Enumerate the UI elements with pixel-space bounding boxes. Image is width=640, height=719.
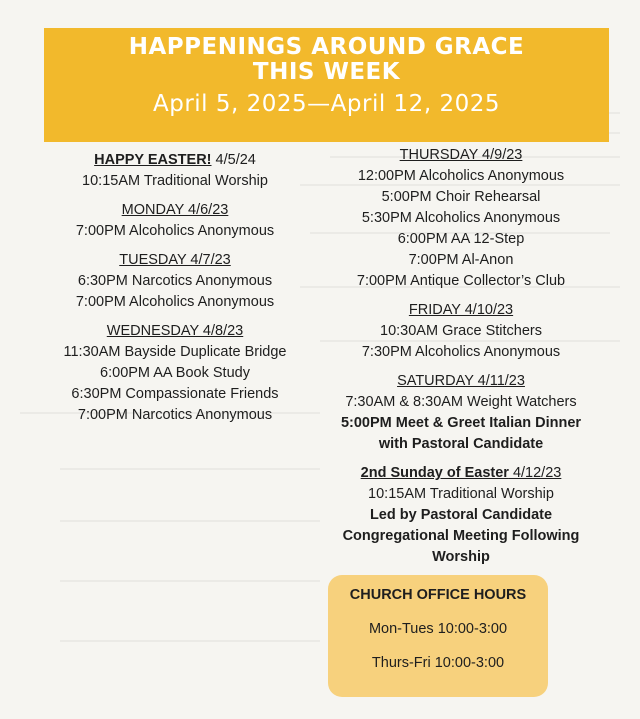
list-item: 5:00PM Choir Rehearsal <box>381 189 541 205</box>
list-item: 12:00PM Alcoholics Anonymous <box>357 168 565 184</box>
list-item: Led by Pastoral Candidate <box>369 507 553 523</box>
friday-heading: FRIDAY 4/10/23 <box>408 302 514 318</box>
banner-date-range: April 5, 2025—April 12, 2025 <box>153 91 500 117</box>
list-item: 7:00PM Narcotics Anonymous <box>77 407 273 423</box>
list-item: 11:30AM Bayside Duplicate Bridge <box>63 344 287 360</box>
list-item: 7:00PM Antique Collector’s Club <box>356 273 566 289</box>
list-item: Worship <box>432 549 490 565</box>
thursday-heading: THURSDAY 4/9/23 <box>399 147 523 163</box>
tuesday-heading: TUESDAY 4/7/23 <box>119 252 231 268</box>
list-item: 7:30PM Alcoholics Anonymous <box>361 344 561 360</box>
list-item: 7:00PM Alcoholics Anonymous <box>75 223 275 239</box>
list-item: 7:30AM & 8:30AM Weight Watchers <box>345 394 577 410</box>
list-item: 7:00PM Alcoholics Anonymous <box>75 294 275 310</box>
list-item: 10:15AM Traditional Worship <box>82 173 268 189</box>
sunday-heading: 2nd Sunday of Easter 4/12/23 <box>360 465 562 481</box>
schedule-left-column <box>28 150 322 426</box>
monday-heading: MONDAY 4/6/23 <box>121 202 229 218</box>
list-item: 10:15AM Traditional Worship <box>368 486 554 502</box>
banner-title-line2: THIS WEEK <box>252 59 401 85</box>
list-item: 6:00PM AA Book Study <box>100 365 250 381</box>
banner-title-line1: HAPPENINGS AROUND GRACE <box>128 34 525 60</box>
office-hours-mon-tues: Mon-Tues 10:00-3:00 <box>368 621 508 637</box>
wednesday-heading: WEDNESDAY 4/8/23 <box>106 323 244 339</box>
list-item: 6:30PM Compassionate Friends <box>71 386 279 402</box>
list-item: 5:30PM Alcoholics Anonymous <box>361 210 561 226</box>
schedule-right-column <box>310 145 612 568</box>
office-hours-box <box>328 575 548 697</box>
list-item: 6:00PM AA 12-Step <box>397 231 525 247</box>
office-hours-title: CHURCH OFFICE HOURS <box>349 587 527 603</box>
saturday-heading: SATURDAY 4/11/23 <box>397 373 525 389</box>
office-hours-thurs-fri: Thurs-Fri 10:00-3:00 <box>371 655 505 671</box>
list-item: Congregational Meeting Following <box>342 528 580 544</box>
easter-heading: HAPPY EASTER! 4/5/24 <box>94 152 256 168</box>
list-item: 10:30AM Grace Stitchers <box>380 323 542 339</box>
list-item: with Pastoral Candidate <box>378 436 544 452</box>
header-banner <box>44 28 609 142</box>
list-item: 6:30PM Narcotics Anonymous <box>77 273 273 289</box>
list-item: 5:00PM Meet & Greet Italian Dinner <box>340 415 582 431</box>
list-item: 7:00PM Al-Anon <box>408 252 514 268</box>
